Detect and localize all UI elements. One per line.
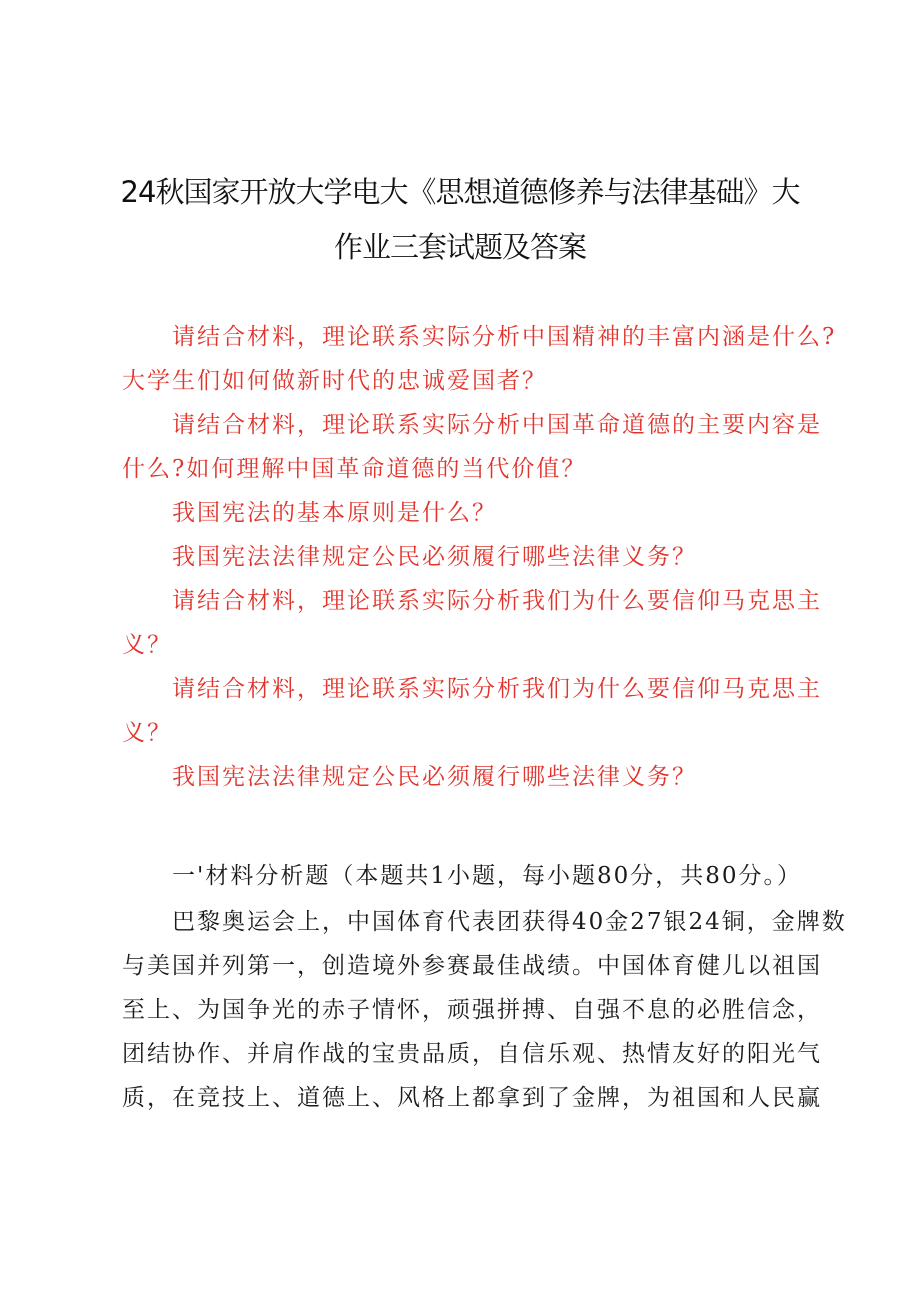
paragraph-text: 至上、为国争光的赤子情怀，顽强拼搏、自强不息的必胜信念， xyxy=(122,997,822,1023)
question-text: 义？ xyxy=(122,720,172,746)
question-text: 请结合材料，理论联系实际分析我们为什么要信仰马克思主 xyxy=(172,676,822,702)
question-line xyxy=(0,626,920,670)
question-text: 请结合材料，理论联系实际分析中国精神的丰富内涵是什么? xyxy=(172,324,837,350)
question-line xyxy=(0,670,920,714)
question-text: 请结合材料，理论联系实际分析我们为什么要信仰马克思主 xyxy=(172,588,822,614)
question-line xyxy=(0,494,920,538)
question-line xyxy=(0,758,920,802)
document-title-line-1: 24秋国家开放大学电大《思想道德修养与法律基础》大 xyxy=(120,175,800,209)
paragraph-text: 团结协作、并肩作战的宝贵品质，自信乐观、热情友好的阳光气 xyxy=(122,1041,822,1067)
document-title-line-2: 作业三套试题及答案 xyxy=(333,230,586,264)
question-text: 义？ xyxy=(122,632,172,658)
paragraph-text: 巴黎奥运会上，中国体育代表团获得40金27银24铜，金牌数 xyxy=(172,909,847,935)
question-line xyxy=(0,318,920,362)
question-line xyxy=(0,538,920,582)
question-line xyxy=(0,582,920,626)
question-line xyxy=(0,406,920,450)
question-line xyxy=(0,450,920,494)
paragraph-text: 质，在竞技上、道德上、风格上都拿到了金牌，为祖国和人民赢 xyxy=(122,1085,822,1111)
question-text: 大学生们如何做新时代的忠诚爱国者？ xyxy=(122,368,547,394)
paragraph-text: 与美国并列第一，创造境外参赛最佳战绩。中国体育健儿以祖国 xyxy=(122,953,822,979)
question-text: 请结合材料，理论联系实际分析中国革命道德的主要内容是 xyxy=(172,412,822,438)
question-line xyxy=(0,714,920,758)
question-text: 我国宪法法律规定公民必须履行哪些法律义务？ xyxy=(172,544,697,570)
question-text: 我国宪法的基本原则是什么？ xyxy=(172,500,497,526)
question-line xyxy=(0,362,920,406)
section-heading-text: 一'材料分析题（本题共1小题，每小题80分，共80分。） xyxy=(172,863,802,889)
question-text: 我国宪法法律规定公民必须履行哪些法律义务？ xyxy=(172,764,697,790)
question-text: 什么?如何理解中国革命道德的当代价值？ xyxy=(122,456,587,482)
